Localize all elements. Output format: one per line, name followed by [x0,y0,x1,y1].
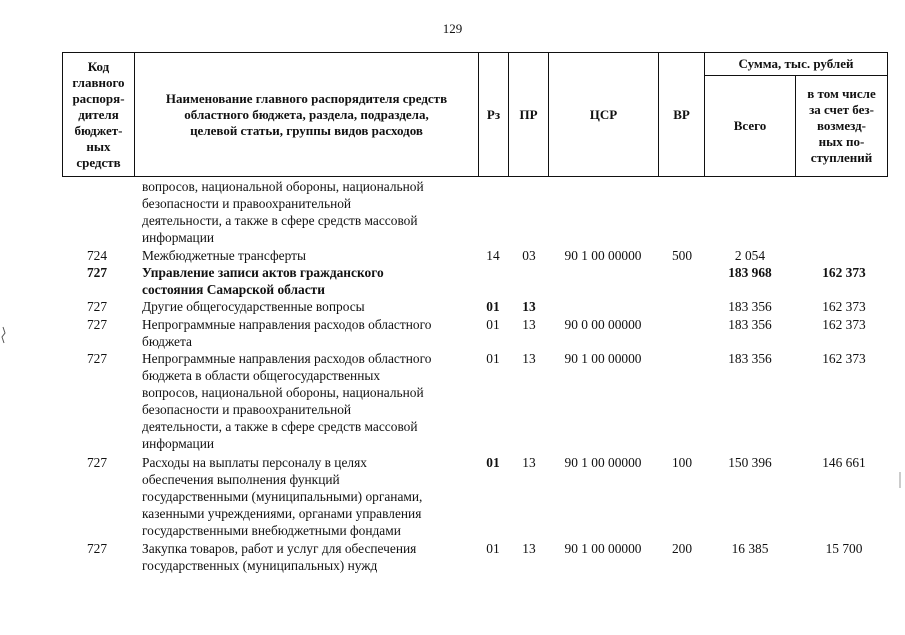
row-code: 727 [86,265,108,280]
header-name-line: областного бюджета, раздела, подраздела, [184,106,429,122]
header-free [795,75,888,177]
row-name-line: Другие общегосударственные вопросы [142,299,365,314]
row-code: 727 [86,455,108,470]
row-code: 727 [86,317,108,332]
row-name [142,178,480,246]
row-rz: 01 [486,541,500,556]
row-name [142,350,480,452]
row-free: 146 661 [822,455,866,470]
row-name [142,264,480,298]
row-name-line: казенными учреждениями, органами управления [142,506,422,521]
row-code: 727 [86,351,108,366]
row-name-line: информации [142,230,215,245]
header-csr: ЦСР [548,52,659,177]
row-name-line: Расходы на выплаты персоналу в целях [142,455,367,470]
row-pr: 13 [522,299,536,314]
row-name-line: деятельности, а также в сфере средств массовой [142,213,418,228]
row-name-line: вопросов, национальной обороны, национальной [142,385,424,400]
row-vr: 200 [671,541,693,556]
row-name-line: Межбюджетные трансферты [142,248,306,263]
row-total: 2 054 [734,248,766,263]
header-total: Всего [704,75,796,177]
header-name-line: целевой статьи, группы видов расходов [190,122,423,138]
row-csr: 90 1 00 00000 [564,248,642,263]
header-free-line: возмезд- [817,118,866,133]
row-pr: 03 [522,248,536,263]
header-free-line: ступлений [810,150,873,165]
row-name-line: Непрограммные направления расходов областного [142,317,432,332]
row-free: 162 373 [822,317,866,332]
row-rz: 01 [486,351,500,366]
row-name-line: безопасности и правоохранительной [142,196,352,211]
row-name [142,298,480,315]
row-name-line: бюджета [142,334,192,349]
row-name-line: государственных (муниципальных) нужд [142,558,378,573]
header-name-line: Наименование главного распорядителя средств [165,90,448,106]
row-name-line: безопасности и правоохранительной [142,402,352,417]
row-rz: 14 [486,248,500,263]
row-total: 16 385 [731,541,769,556]
row-name [142,540,480,574]
row-code: 727 [86,541,108,556]
row-name-line: Непрограммные направления расходов областного [142,351,432,366]
row-code: 727 [86,299,108,314]
header-free-line: за счет без- [809,102,874,117]
row-free: 162 373 [822,265,866,280]
row-name-line: государственными (муниципальными) органами, [142,489,423,504]
row-pr: 13 [522,317,536,332]
header-code-line: главного [72,74,125,90]
row-vr: 100 [671,455,693,470]
header-vr: ВР [658,52,705,177]
row-name-line: Закупка товаров, работ и услуг для обеспечения [142,541,417,556]
header-sum: Сумма, тыс. рублей [704,52,888,76]
row-csr: 90 1 00 00000 [564,541,642,556]
row-rz: 01 [486,317,500,332]
header-code-line: бюджет- [74,122,123,138]
page-number: 129 [442,21,463,36]
row-free: 162 373 [822,351,866,366]
row-vr: 500 [671,248,693,263]
header-code-line: распоря- [72,90,125,106]
row-total: 183 356 [728,299,772,314]
scan-edge-mark [896,470,904,490]
row-name-line: государственными внебюджетными фондами [142,523,401,538]
row-free: 15 700 [825,541,863,556]
row-csr: 90 0 00 00000 [564,317,642,332]
header-code [62,52,135,177]
row-name-line: бюджета в области общегосударственных [142,368,381,383]
header-free-line: в том числе [807,86,876,101]
row-rz: 01 [486,455,500,470]
row-name-line: состояния Самарской области [142,282,325,297]
row-name [142,454,480,539]
row-pr: 13 [522,541,536,556]
header-pr: ПР [508,52,549,177]
row-pr: 13 [522,351,536,366]
row-total: 183 968 [728,265,772,280]
header-name [134,52,479,177]
row-name [142,316,480,350]
row-name-line: вопросов, национальной обороны, национальной [142,179,424,194]
row-name-line: обеспечения выполнения функций [142,472,340,487]
header-code-line: средств [76,154,121,170]
row-total: 183 356 [728,317,772,332]
row-name-line: Управление записи актов гражданского [142,265,384,280]
row-total: 150 396 [728,455,772,470]
row-code: 724 [86,248,108,263]
header-rz: Рз [478,52,509,177]
row-name-line: информации [142,436,215,451]
row-csr: 90 1 00 00000 [564,351,642,366]
row-pr: 13 [522,455,536,470]
header-code-line: дителя [78,106,119,122]
row-csr: 90 1 00 00000 [564,455,642,470]
row-rz: 01 [486,299,500,314]
row-name [142,247,480,264]
header-code-line: ных [86,138,111,154]
header-code-line: Код [87,58,110,74]
row-free: 162 373 [822,299,866,314]
row-name-line: деятельности, а также в сфере средств массовой [142,419,418,434]
header-free-line: ных по- [818,134,865,149]
row-total: 183 356 [728,351,772,366]
scan-edge-mark [0,325,8,345]
